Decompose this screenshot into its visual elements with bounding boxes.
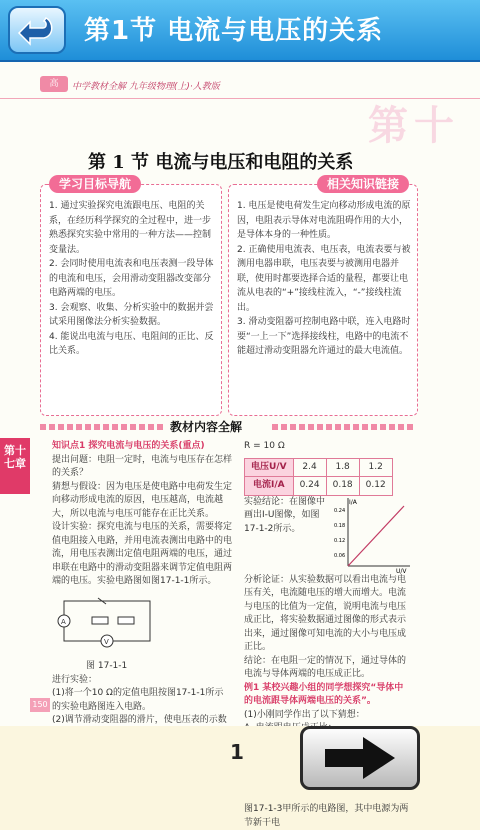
body-paragraph: 图17-1-3甲所示的电路图，其中电源为两节新干电 <box>244 790 412 830</box>
learning-goal-item: 2. 会同时使用电流表和电压表测一段导体的电流和电压，会用滑动变阻器改变部分电路两端的电压。 <box>49 257 215 301</box>
body-paragraph: (1)将一个10 Ω的定值电阻按图17-1-1所示的实验电路图连入电路。 <box>52 687 232 714</box>
table-cell: 1.2 <box>359 458 392 477</box>
graph-y-tick: 0.12 <box>334 538 345 544</box>
back-button[interactable] <box>8 6 66 54</box>
body-paragraph: 实验结论：在图像中画出I-U图像，如图17-1-2所示。 <box>244 496 330 537</box>
related-knowledge-item: 2. 正确使用电流表、电压表，电流表要与被测用电器串联，电压表要与被测用电器并联，使用时都要选择合适的量程，都要让电流从电表的“+”接线柱流入，“-”接线柱流出。 <box>237 243 411 316</box>
content-heading: 教材内容全解 <box>170 418 242 435</box>
body-paragraph: 设计实验：探究电流与电压的关系，需要将定值电阻接入电路，并用电流表测出电路中的电流，用电压表测出定值电阻两端的电压，通过串联在电路中的滑动变阻器来调节定值电阻两端的电压。实验电路图如图17-1-1所示。 <box>52 521 232 589</box>
next-arrow-icon <box>323 735 397 781</box>
related-knowledge-box <box>228 184 418 416</box>
chapter-watermark: 第十 <box>368 94 460 151</box>
table-row <box>245 458 393 477</box>
divider-right <box>272 424 416 430</box>
learning-goal-item: 3. 会观察、收集、分析实验中的数据并尝试采用图像法分析实验数据。 <box>49 301 215 330</box>
body-paragraph: 猜想与假设：因为电压是使电路中电荷发生定向移动形成电流的原因，电压越高，电流越大，所以电流与电压可能存在正比关系。 <box>52 481 232 522</box>
graph-y-tick: 0.18 <box>334 523 345 529</box>
svg-text:V: V <box>104 638 109 646</box>
header-logo: 高 <box>40 76 68 92</box>
next-page-button[interactable] <box>300 726 420 790</box>
data-table <box>244 458 393 496</box>
body-paragraph: (1)小刚同学作出了以下猜想： <box>244 709 412 723</box>
body-paragraph: 提出问题：电阻一定时，电流与电压存在怎样的关系？ <box>52 454 232 481</box>
back-arrow-icon <box>16 12 58 48</box>
section-title: 第 1 节 电流与电压和电阻的关系 <box>88 148 353 174</box>
learning-goals-title: 学习目标导航 <box>49 175 141 193</box>
knowledge-point-heading: 知识点1 探究电流与电压的关系(重点) <box>52 440 232 454</box>
learning-goals-box <box>40 184 222 416</box>
related-knowledge-item: 3. 滑动变阻器可控制电路中联，连入电路时要“一上一下”选择接线柱，电路中的电流不能超过滑动变阻器允许通过的最大电流值。 <box>237 315 411 359</box>
graph-x-label: U/V <box>396 568 407 575</box>
header-text: 中学教材全解 九年级物理(上)·人教版 <box>72 79 220 92</box>
body-paragraph: 结论：在电阻一定的情况下，通过导体的电流与导体两端的电压成正比。 <box>244 655 412 682</box>
body-paragraph: 分析论证：从实验数据可以看出电流与电压有关，电流随电压的增大而增大。电流与电压的比值为一定值，说明电流与电压成正比，将实验数据通过图像的形式表示出来，通过图像可知电流的大小与电压成正比。 <box>244 574 412 655</box>
bottom-bar <box>0 726 480 800</box>
table-cell: 电流I/A <box>245 477 294 496</box>
table-cell: 0.18 <box>326 477 359 496</box>
textbook-page[interactable] <box>0 62 480 726</box>
body-paragraph: (2)调节滑动变阻器的滑片，使电压表的示数 <box>52 714 232 755</box>
graph-y-tick: 0.06 <box>334 553 345 559</box>
circuit-diagram <box>52 593 162 655</box>
graph-y-label: I/A <box>349 499 358 506</box>
svg-text:A: A <box>61 618 66 626</box>
learning-goal-item: 4. 能说出电流与电压、电阻间的正比、反比关系。 <box>49 330 215 359</box>
top-bar <box>0 0 480 62</box>
figure-caption: 图 17-1-1 <box>52 660 232 674</box>
graph-y-tick: 0.24 <box>334 508 345 514</box>
table-cell: 电压U/V <box>245 458 294 477</box>
table-row <box>245 477 393 496</box>
iu-graph <box>334 496 412 574</box>
page-number: 150 <box>30 698 50 712</box>
table-cell: 1.8 <box>326 458 359 477</box>
learning-goal-item: 1. 通过实验探究电流跟电压、电阻的关系，在经历科学探究的全过程中，进一步熟悉探究实验中常用的一种方法——控制变量法。 <box>49 199 215 257</box>
table-cell: 0.12 <box>359 477 392 496</box>
related-knowledge-title: 相关知识链接 <box>317 175 409 193</box>
example-heading: 例1 某校兴趣小组的同学想探究“导体中的电流跟导体两端电压的关系”。 <box>244 682 412 709</box>
related-knowledge-item: 1. 电压是使电荷发生定向移动形成电流的原因，电阻表示导体对电流阻碍作用的大小，是导体本身的一种性质。 <box>237 199 411 243</box>
table-cell: 0.24 <box>293 477 326 496</box>
page-indicator: 1 <box>230 740 244 764</box>
table-cell: 2.4 <box>293 458 326 477</box>
body-paragraph: 进行实验： <box>52 674 232 688</box>
divider-left <box>40 424 164 430</box>
left-column <box>52 440 232 755</box>
chapter-side-tab: 第十七章 <box>0 438 30 494</box>
resistance-label: R = 10 Ω <box>244 440 412 454</box>
page-title: 第1节 电流与电压的关系 <box>84 10 383 47</box>
